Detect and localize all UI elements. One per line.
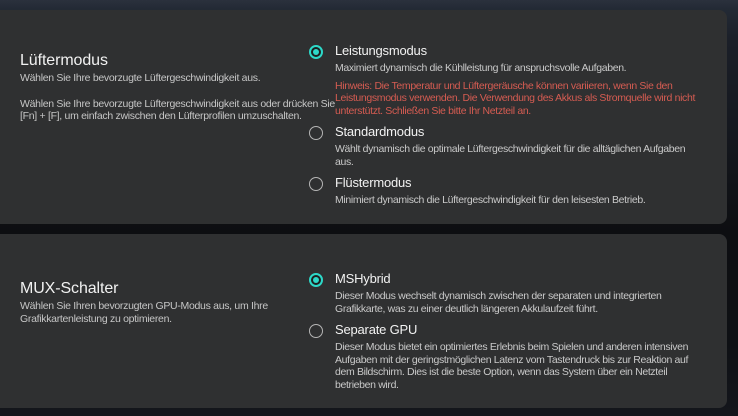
radio-button-separate-gpu[interactable] [309, 324, 323, 338]
mux-switch-options [309, 234, 701, 397]
fan-mode-info-column [20, 10, 354, 123]
radio-label-mshybrid[interactable]: MSHybrid [335, 271, 391, 286]
radio-description-mshybrid: Dieser Modus wechselt dynamisch zwischen der separaten und integrierten Grafikkarte, was zu einer deutlich längeren Akkulaufzeit führt. [335, 290, 662, 315]
radio-label-standard-mode[interactable]: Standardmodus [335, 124, 425, 139]
fan-mode-shortcut-description: Wählen Sie Ihre bevorzugte Lüftergeschwindigkeit aus oder drücken Sie [Fn] + [F], um einfach zwischen den Lüfterprofilen umzuschalten. [20, 97, 335, 122]
radio-label-quiet-mode[interactable]: Flüstermodus [335, 175, 412, 190]
radio-option-performance-mode[interactable] [309, 42, 701, 117]
radio-description-separate-gpu: Dieser Modus bietet ein optimiertes Erlebnis beim Spielen und anderen intensiven Aufgaben mit der geringstmöglichen Latenz vom Tastendruck bis zur Reaktion auf dem Bildschirm. Dies ist die beste Option, wenn das System über ein Netzteil betrieben wird. [335, 341, 689, 391]
radio-description-performance-mode: Maximiert dynamisch die Kühlleistung für anspruchsvolle Aufgaben. [335, 62, 627, 74]
mux-switch-description: Wählen Sie Ihren bevorzugten GPU-Modus aus, um Ihre Grafikkartenleistung zu optimieren. [20, 300, 268, 325]
radio-option-standard-mode[interactable] [309, 123, 701, 168]
mux-switch-panel [0, 234, 727, 408]
radio-option-mshybrid[interactable] [309, 270, 701, 315]
radio-button-performance-mode[interactable] [309, 45, 323, 59]
mux-switch-title: MUX-Schalter [20, 280, 119, 297]
fan-mode-options [309, 10, 701, 213]
fan-mode-title: Lüftermodus [20, 52, 108, 69]
radio-label-performance-mode[interactable]: Leistungsmodus [335, 43, 427, 58]
radio-description-standard-mode: Wählt dynamisch die optimale Lüftergeschwindigkeit für die alltäglichen Aufgaben aus. [335, 143, 686, 168]
fan-mode-description: Wählen Sie Ihre bevorzugte Lüftergeschwindigkeit aus. [20, 72, 261, 84]
radio-label-separate-gpu[interactable]: Separate GPU [335, 322, 418, 337]
performance-mode-warning: Hinweis: Die Temperatur und Lüftergeräusche können variieren, wenn Sie den Leistungsmodus verwenden. Die Verwendung des Akkus als Stromquelle wird nicht unterstützt. Schließen Sie bitte Ihr Netzteil an. [335, 79, 696, 117]
radio-button-quiet-mode[interactable] [309, 177, 323, 191]
fan-mode-panel [0, 10, 727, 224]
radio-description-quiet-mode: Minimiert dynamisch die Lüftergeschwindigkeit für den leisesten Betrieb. [335, 194, 646, 206]
radio-button-standard-mode[interactable] [309, 126, 323, 140]
mux-switch-info-column [20, 234, 354, 325]
radio-option-separate-gpu[interactable] [309, 321, 701, 391]
radio-button-mshybrid[interactable] [309, 273, 323, 287]
radio-option-quiet-mode[interactable] [309, 174, 701, 207]
